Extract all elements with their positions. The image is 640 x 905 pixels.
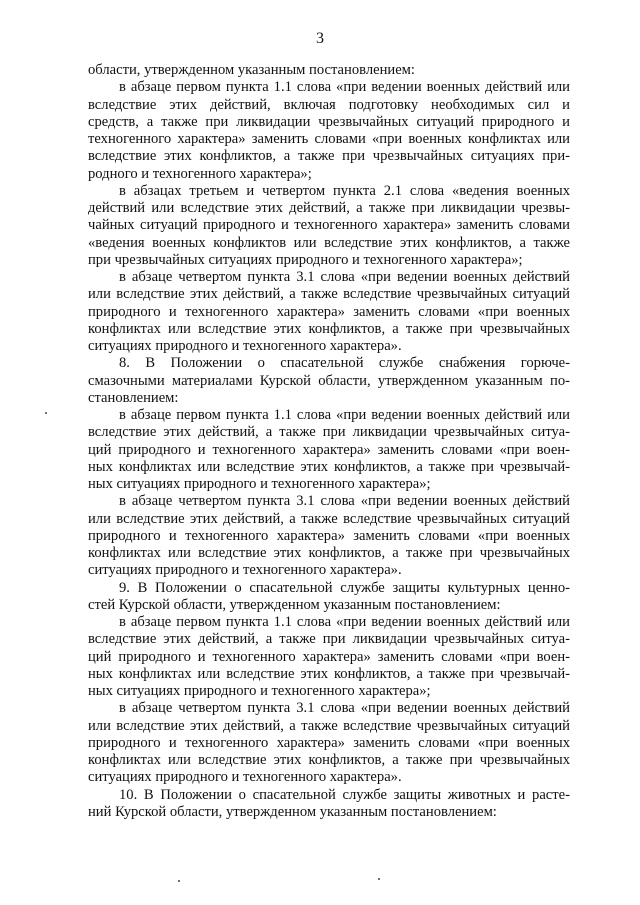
text-line: ситуациях природного и техногенного характера». <box>88 769 402 786</box>
scan-speck <box>178 880 180 882</box>
text-line: ных конфликтах или вследствие этих конфликтов, а также при чрезвычай- <box>88 458 570 475</box>
text-line: стей Курской области, утвержденном указанным постановлением: <box>88 596 501 613</box>
text-line: конфликтах или вследствие этих конфликтов, а также при чрезвычайных <box>88 545 570 561</box>
text-line: чайных ситуаций природного и техногенного характера» заменить словами <box>88 217 570 234</box>
body-text <box>88 62 570 821</box>
text-line: ций природного и техногенного характера» заменить словами «при воен- <box>88 648 570 665</box>
text-line: природного и техногенного характера» заменить словами «при военных <box>88 734 570 751</box>
text-line: области, утвержденном указанным постановлением: <box>88 62 415 78</box>
text-line: родного и техногенного характера»; <box>88 165 312 182</box>
text-line: ситуациях природного и техногенного характера». <box>88 338 402 354</box>
text-line: 8. В Положении о спасательной службе снабжения горюче- <box>119 355 570 372</box>
text-line: смазочными материалами Курской области, утвержденном указанным по- <box>88 372 570 389</box>
text-line: вследствие этих конфликтов, а также при чрезвычайных ситуациях при- <box>88 148 570 165</box>
text-line: 10. В Положении о спасательной службе защиты животных и расте- <box>119 786 570 803</box>
text-line: конфликтах или вследствие этих конфликтов, а также при чрезвычайных <box>88 752 570 768</box>
text-line: ных ситуациях природного и техногенного характера»; <box>88 683 431 699</box>
text-line: вследствие этих действий, а также при ликвидации чрезвычайных ситуа- <box>88 631 570 648</box>
text-line: становлением: <box>88 389 179 406</box>
page-number: 3 <box>316 30 324 47</box>
text-line: или вследствие этих действий, а также вследствие чрезвычайных ситуаций <box>88 717 570 734</box>
text-line: при чрезвычайных ситуациях природного и техногенного характера»; <box>88 251 523 268</box>
text-line: «ведения военных конфликтов или вследствие этих конфликтов, а также <box>88 234 570 251</box>
text-line: в абзаце первом пункта 1.1 слова «при ведении военных действий или <box>119 79 570 96</box>
text-line: в абзацах третьем и четвертом пункта 2.1 слова «ведения военных <box>119 182 570 199</box>
scan-speck <box>45 412 47 414</box>
text-line: вследствие этих действий, а также при ликвидации чрезвычайных ситуа- <box>88 424 570 441</box>
text-line: или вследствие этих действий, а также вследствие чрезвычайных ситуаций <box>88 286 570 303</box>
text-line: ситуациях природного и техногенного характера». <box>88 562 402 579</box>
text-line: вследствие этих действий, включая подготовку необходимых сил и <box>88 96 570 113</box>
text-line: конфликтах или вследствие этих конфликтов, а также при чрезвычайных <box>88 320 570 337</box>
text-line: или вследствие этих действий, а также вследствие чрезвычайных ситуаций <box>88 510 570 527</box>
text-line: техногенного характера» заменить словами «при военных конфликтах или <box>88 131 570 147</box>
text-line: ний Курской области, утвержденном указанным постановлением: <box>88 803 497 820</box>
text-line: в абзаце четвертом пункта 3.1 слова «при ведении военных действий <box>119 700 570 717</box>
text-line: 9. В Положении о спасательной службе защиты культурных ценно- <box>119 579 570 596</box>
text-line: природного и техногенного характера» заменить словами «при военных <box>88 527 570 544</box>
text-line: в абзаце первом пункта 1.1 слова «при ведении военных действий или <box>119 614 570 630</box>
text-line: в абзаце первом пункта 1.1 слова «при ведении военных действий или <box>119 407 570 423</box>
text-line: в абзаце четвертом пункта 3.1 слова «при ведении военных действий <box>119 269 570 285</box>
text-line: ных ситуациях природного и техногенного характера»; <box>88 476 431 492</box>
text-line: действий или вследствие этих действий, а также при ликвидации чрезвы- <box>88 200 570 216</box>
text-line: средств, а также при ликвидации чрезвычайных ситуаций природного и <box>88 113 570 130</box>
text-line: природного и техногенного характера» заменить словами «при военных <box>88 303 570 320</box>
scan-speck <box>378 878 380 880</box>
text-line: в абзаце четвертом пункта 3.1 слова «при ведении военных действий <box>119 493 570 510</box>
text-line: ций природного и техногенного характера» заменить словами «при воен- <box>88 441 570 458</box>
text-line: ных конфликтах или вследствие этих конфликтов, а также при чрезвычай- <box>88 665 570 682</box>
